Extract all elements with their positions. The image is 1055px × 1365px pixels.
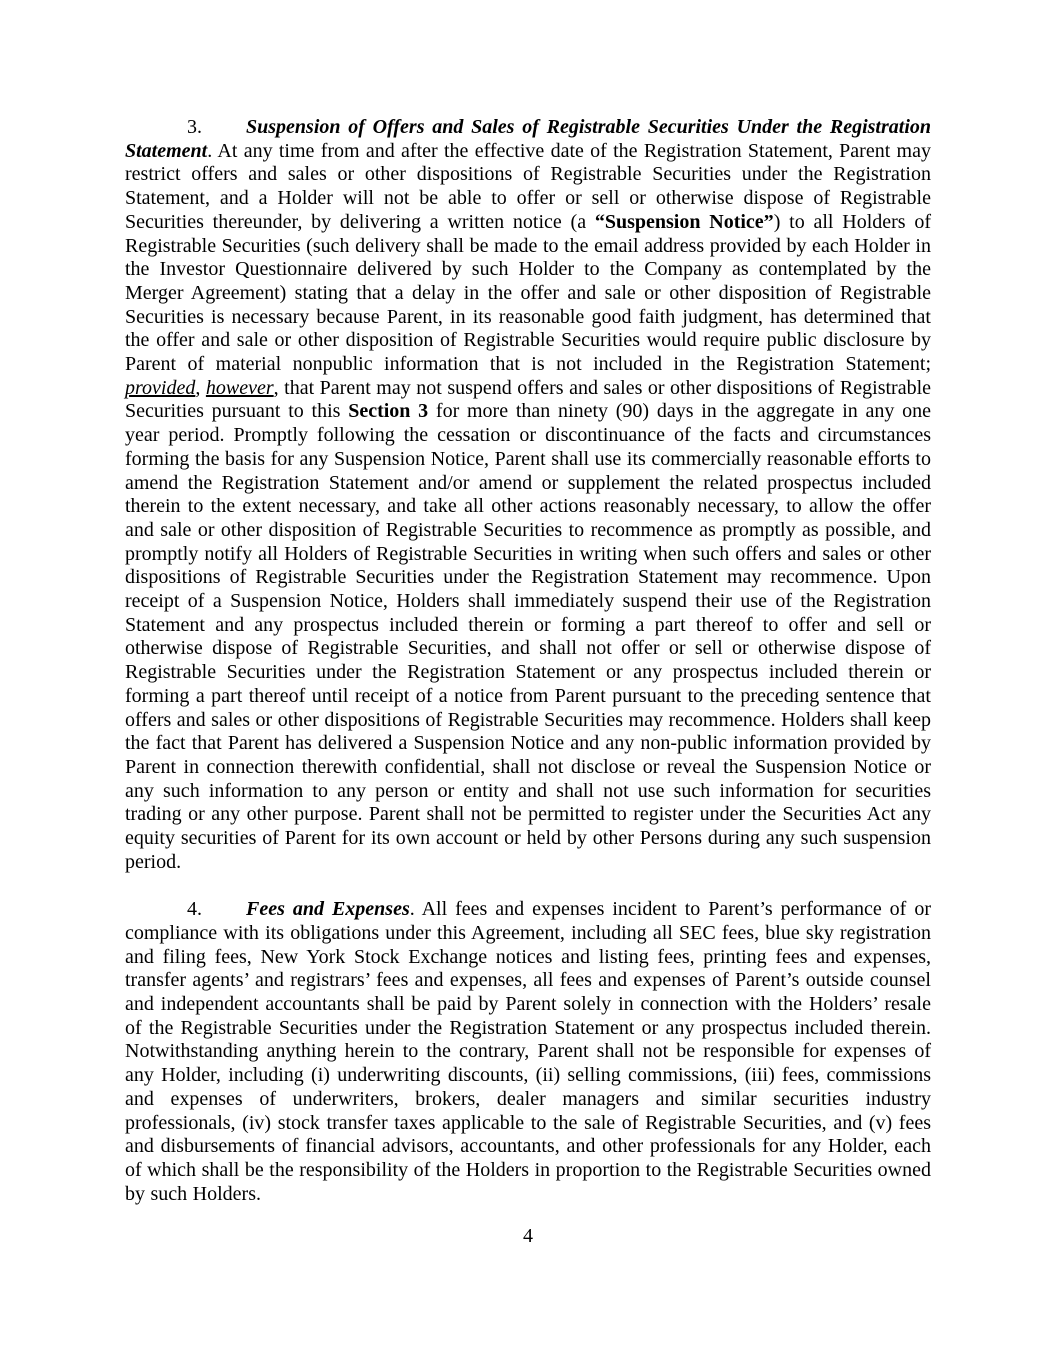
page-number: 4 — [523, 1225, 533, 1247]
section-3-suspension-of-offers — [125, 116, 937, 875]
text-run: , — [195, 376, 206, 399]
text-run: . All fees and expenses incident to Parent’s performance of or compliance with its obligations under this Agreement, including all SEC fees, blue sky registration and filing fees, New York Stock Exchange notices and listing fees, printing fees and expenses, transfer agents’ and registrars’ fees and expenses, all fees and expenses of Parent’s outside counsel and independent accountants shall be paid by Parent solely in connection with the Holders’ resale of the Registrable Securities under the Registration Statement or any prospectus included therein. Notwithstanding anything herein to the contrary, Parent shall not be responsible for expenses of any Holder, including (i) underwriting discounts, (ii) selling commissions, (iii) fees, commissions and expenses of underwriters, brokers, dealer managers and similar securities industry professionals, (iv) stock transfer taxes applicable to the sale of Registrable Securities, and (v) fees and disbursements of financial advisors, accountants, and other professionals for any Holder, each of which shall be the responsibility of the Holders in proportion to the Registrable Securities owned by such Holders. — [125, 898, 937, 1205]
text-run: for more than ninety (90) days in the aggregate in any one year period. Promptly following the cessation or discontinuance of the facts and circumstances forming the basis for any Suspension Notice, Parent shall use its commercially reasonable efforts to amend the Registration Statement and/or amend or supplement the related prospectus included therein to the extent necessary, and take all other actions reasonably necessary, to allow the offer and sale or other disposition of Registrable Securities to recommence as promptly as possible, and promptly notify all Holders of Registrable Securities in writing when such offers and sales or other dispositions of Registrable Securities under the Registration Statement may recommence. Upon receipt of a Suspension Notice, Holders shall immediately suspend their use of the Registration Statement and any prospectus included therein or forming a part thereof to offer and sell or otherwise dispose of Registrable Securities, and shall not offer or sell or otherwise dispose of Registrable Securities under the Registration Statement or any prospectus included therein or forming a part thereof until receipt of a notice from Parent pursuant to the preceding sentence that offers and sales or other dispositions of Registrable Securities may recommence. Holders shall keep the fact that Parent has delivered a Suspension Notice and any non-public information provided by Parent in connection therewith confidential, shall not disclose or reveal the Suspension Notice or any such information to any person or entity and shall not use such information for securities trading or any other purpose. Parent shall not be permitted to register under the Securities Act any equity securities of Parent for its own account or held by other Persons during any such suspension period. — [125, 400, 937, 873]
text-run: “Suspension Notice” — [594, 210, 774, 233]
text-run: ) to all Holders of Registrable Securities (such delivery shall be made to the email address provided by each Holder in the Investor Questionnaire delivered by such Holder to the Company as contemplated by the Merger Agreement) stating that a delay in the offer and sale or other disposition of Registrable Securities is necessary because Parent, in its reasonable good faith judgment, has determined that the offer and sale or other disposition of Registrable Securities would require public disclosure by Parent of material nonpublic information that is not included in the Registration Statement; — [125, 210, 937, 376]
document-body — [125, 116, 937, 1206]
text-run: 4. — [187, 898, 202, 921]
text-run: , that Parent may not suspend offers and sales or other dispositions of Registrable Securities pursuant to this — [125, 376, 937, 423]
text-run: Suspension of Offers and Sales of Registrable Securities Under the Registration Statement — [125, 116, 937, 162]
text-run: 3. — [187, 116, 202, 138]
text-run: . At any time from and after the effective date of the Registration Statement, Parent may restrict offers and sales or other dispositions of Registrable Securities under the Registration Statement, and a Holder will not be able to offer or sell or otherwise dispose of Registrable Securities thereunder, by delivering a written notice (a — [125, 139, 937, 233]
section-4-fees-and-expenses — [125, 898, 937, 1206]
text-run: Section 3 — [348, 400, 429, 423]
text-run: provided — [125, 376, 196, 399]
text-run: however — [205, 376, 274, 399]
text-run: Fees and Expenses — [246, 898, 410, 921]
